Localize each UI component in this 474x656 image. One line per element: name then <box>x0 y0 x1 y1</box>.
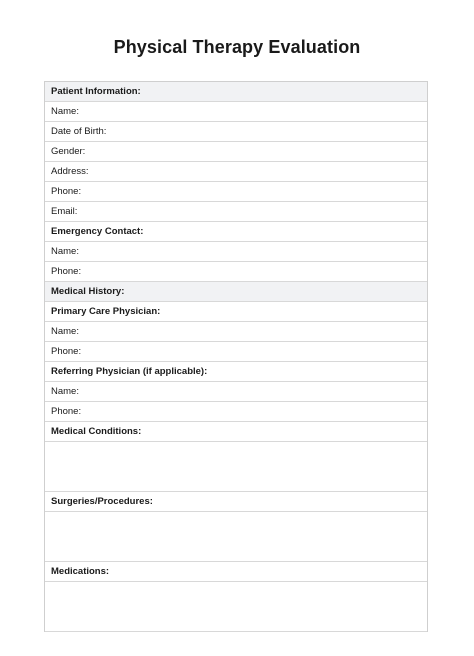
page-title: Physical Therapy Evaluation <box>113 37 361 57</box>
field-referring-phone[interactable]: Phone: <box>45 402 427 422</box>
section-header-patient-information: Patient Information: <box>45 82 427 102</box>
subheading-emergency-contact: Emergency Contact: <box>45 222 427 242</box>
section-header-medical-history: Medical History: <box>45 282 427 302</box>
field-emergency-name[interactable]: Name: <box>45 242 427 262</box>
subheading-surgeries-procedures: Surgeries/Procedures: <box>45 492 427 512</box>
field-gender[interactable]: Gender: <box>45 142 427 162</box>
subheading-medical-conditions: Medical Conditions: <box>45 422 427 442</box>
medications-area[interactable] <box>45 582 427 632</box>
field-emergency-phone[interactable]: Phone: <box>45 262 427 282</box>
subheading-primary-care-physician: Primary Care Physician: <box>45 302 427 322</box>
field-address[interactable]: Address: <box>45 162 427 182</box>
field-primary-care-phone[interactable]: Phone: <box>45 342 427 362</box>
medical-conditions-area[interactable] <box>45 442 427 492</box>
evaluation-form <box>44 81 428 632</box>
field-date-of-birth[interactable]: Date of Birth: <box>45 122 427 142</box>
field-email[interactable]: Email: <box>45 202 427 222</box>
field-patient-name[interactable]: Name: <box>45 102 427 122</box>
field-primary-care-name[interactable]: Name: <box>45 322 427 342</box>
field-referring-name[interactable]: Name: <box>45 382 427 402</box>
surgeries-procedures-area[interactable] <box>45 512 427 562</box>
field-patient-phone[interactable]: Phone: <box>45 182 427 202</box>
subheading-medications: Medications: <box>45 562 427 582</box>
subheading-referring-physician: Referring Physician (if applicable): <box>45 362 427 382</box>
